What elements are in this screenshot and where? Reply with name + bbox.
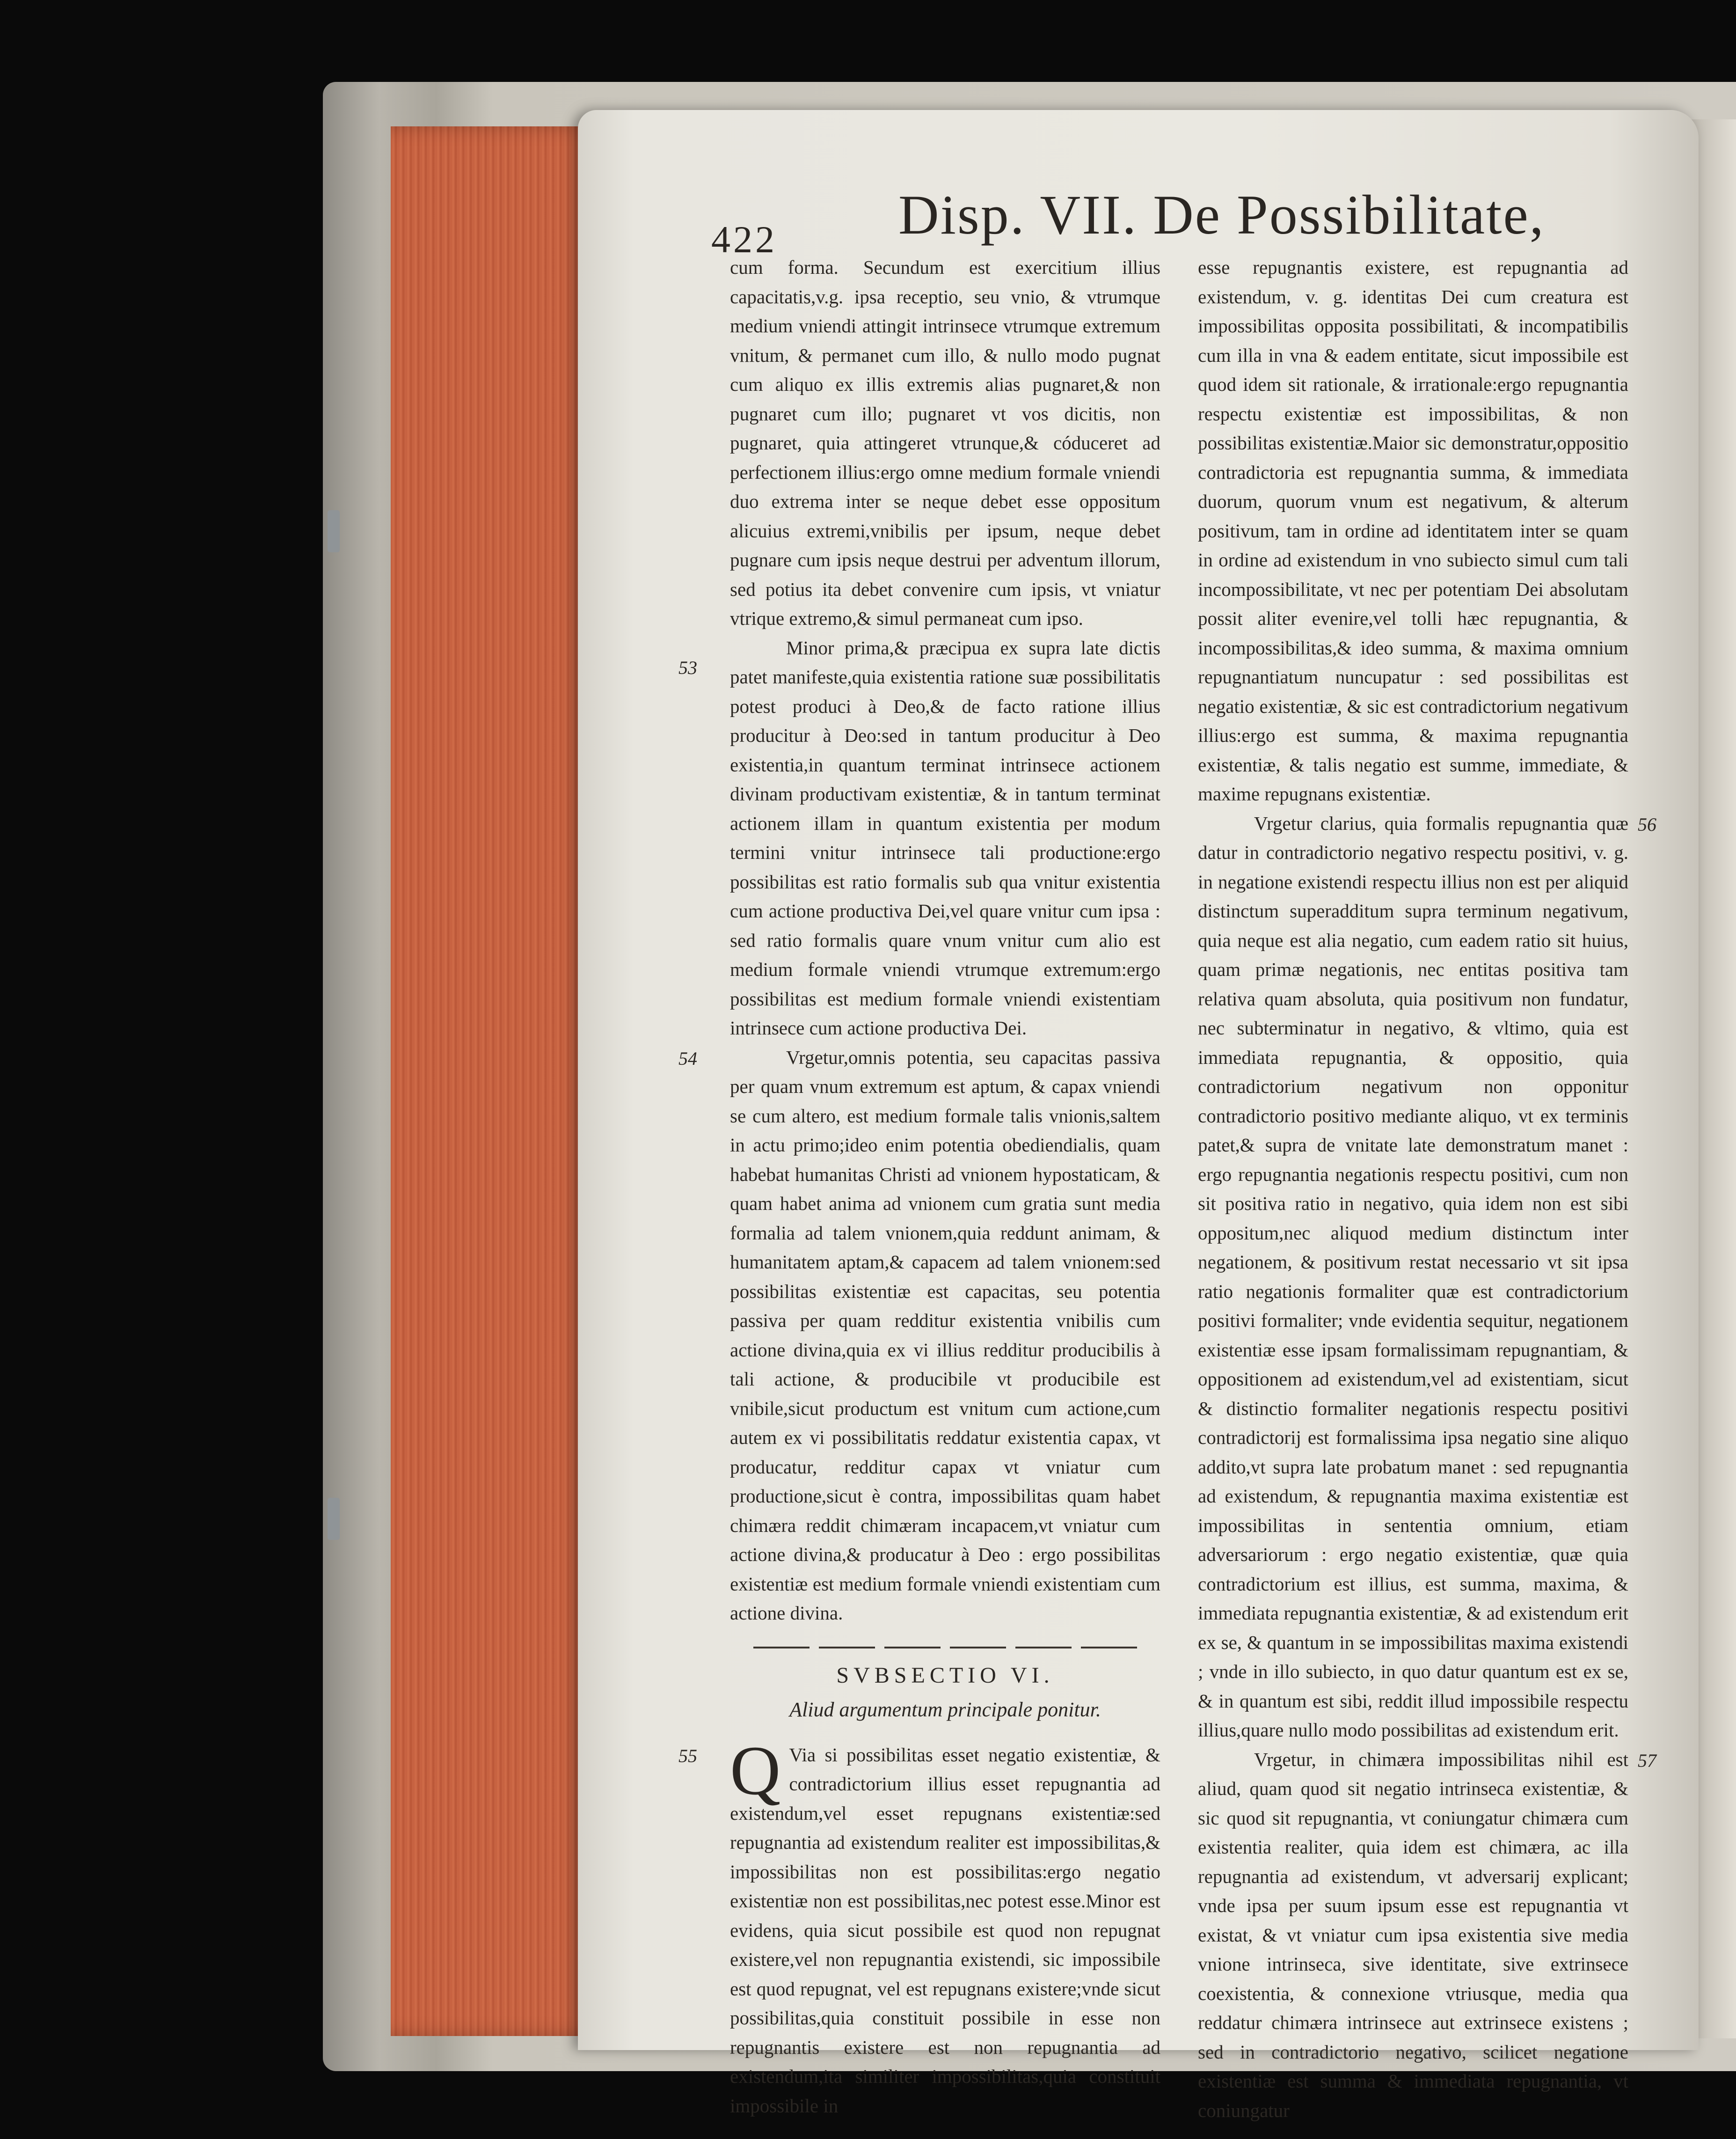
upper-clasp <box>328 510 340 552</box>
paragraph-marker-56: 56 <box>1638 813 1656 835</box>
paragraph-top-right: esse repugnantis existere, est repugnantia ad existendum, v. g. identitas Dei cum creatura est impossibilitas opposita possibilitati, & incompatibilis cum illa in vna & eadem entitate, sicut impossibile est quod idem sit rationale, & irrationale:ergo repugnantia respectu existentiæ est impossibilitas, & non possibilitas existentiæ.Maior sic demonstratur,oppositio contradictoria est repugnantia summa, & immediata duorum, quorum vnum est negativum, & alterum positivum, tam in ordine ad identitatem inter se quam in ordine ad existendum in vno subiecto simul cum tali incompossibilitate, vt nec per potentiam Dei absolutam possit aliter evenire,vel tolli hæc repugnantia, & incompossibilitas,& ideo summa, & maxima omnium repugnantiatum nuncupatur : sed possibilitas est negatio existentiæ, & sic est contradictorium negativum illius:ergo est summa, & maxima repugnantia existentiæ, & talis negatio est summe, immediate, & maxime repugnans existentiæ. <box>1198 256 1628 805</box>
paragraph-53: Minor prima,& præcipua ex supra late dictis patet manifeste,quia existentia ratione suæ possibilitatis potest produci à Deo,& de facto ratione illius producitur à Deo:sed in tantum producitur à Deo existentia,in quantum terminat intrinsece actionem divinam productivam existentiæ, & in tantum terminat actionem illam in quantum existentia per modum termini vnitur intrinsece tali productione:ergo possibilitas est ratio formalis sub qua vnitur existentia cum actione productiva Dei,vel quare vnitur cum ipsa : sed ratio formalis quare vnum vnitur cum alio est medium formale vniendi vtrumque extremum:ergo possibilitas est medium formale vniendi existentiam intrinsece cum actione productiva Dei. <box>730 637 1160 1039</box>
section-56 <box>1198 809 1656 1745</box>
paragraph-marker-55: 55 <box>678 1745 697 1766</box>
right-column <box>1198 253 1656 2125</box>
section-55 <box>678 1731 1160 2121</box>
page-header <box>711 183 1652 261</box>
paragraph-continued: cum forma. Secundum est exercitium illius capacitatis,v.g. ipsa receptio, seu vnio, & vtrumque medium vniendi attingit intrinsece vtrumque extremum vnitum, & permanet cum illo, & nullo modo pugnat cum aliquo ex illis extremis alias pugnaret,& non pugnaret cum illo; pugnaret vt vos dicitis, non pugnaret, quia attingeret vtrunque,& códuceret ad perfectionem illius:ergo omne medium formale vniendi duo extrema inter se neque debet esse oppositum alicuius extremi,vnibilis per ipsum, neque debet pugnare cum ipsis neque destrui per adventum illorum, sed potius ita debet convenire cum ipsis, vt vniatur vtrique extremo,& simul permaneat cum ipso. <box>730 256 1160 629</box>
section-54 <box>678 1043 1160 1628</box>
paragraph-marker-53: 53 <box>678 657 697 678</box>
paragraph-56: Vrgetur clarius, quia formalis repugnantia quæ datur in contradictorio negativo respectu positivi, v. g. in negatione existendi respectu illius non est per aliquid distinctum superadditum supra terminum negativum, quia neque est alia negatio, cum eadem ratio sit huius, quam primæ negationis, nec entitas positiva tam relativa quam absoluta, quia positivum non fundatur, nec subterminatur in negativo, & vltimo, quia est immediata repugnantia, & oppositio, quia contradictorium negativum non opponitur contradictorio positivo mediante aliquo, vt ex terminis patet,& supra de vnitate late demonstratum manet : ergo repugnantia negationis respectu positivi, cum non sit positiva ratio in negativo, quia idem non est sibi oppositum,nec aliquod medium distinctum inter negationem, & positivum restat necessario vt sit ipsa ratio negationis formaliter quæ est contradictorium positivi formaliter; vnde evidentia sequitur, negationem existentiæ esse ipsam formalissimam repugnantiam, & oppositionem ad existendum,vel ad existentiam, sicut & distinctio formaliter negationis respectu positivi contradictorij est formalissima ipsa negatio sine aliquo addito,vt supra late probatum manet : sed repugnantia ad existendum, & repugnantia maxima existentiæ est impossibilitas in sententia omnium, etiam adversariorum : ergo negatio existentiæ, quæ quia contradictorium est illius, est summa, maxima, & immediata repugnantia existentiæ, & ad existendum erit ex se, & quantum in se impossibilitas maxima existendi ; vnde in illo subiecto, in quo datur quantum est ex se, & in quantum est sibi, reddit illud impossibile respectu illius,quare nullo modo possibilitas ad existendum erit. <box>1198 812 1628 1741</box>
section-57 <box>1198 1745 1656 2125</box>
paragraph-marker-54: 54 <box>678 1048 697 1069</box>
subsection-subtitle: Aliud argumentum principale ponitur. <box>789 1698 1101 1721</box>
lower-clasp <box>328 1498 340 1540</box>
subsection-title: SVBSECTIO VI. <box>836 1663 1054 1688</box>
section-53 <box>678 633 1160 1043</box>
left-column <box>678 253 1160 2120</box>
page-text <box>678 183 1656 2121</box>
paragraph-55: Via si possibilitas esset negatio existentiæ, & contradictorium illius esset repugnantia ad existendum,vel esset repugnans existentiæ:sed repugnantia ad existendum realiter est impossibilitas,& impossibilitas non est possibilitas:ergo negatio existentiæ non est possibilitas,nec potest esse.Minor est evidens, quia sicut possibile est quod non repugnat existere,vel non repugnantia existendi, sic impossibile est quod repugnat, vel est repugnans existere;vnde sicut possibilitas,quia constituit possibile in esse non repugnantis existere est non repugnantia ad existendum,ita similiter impossibilitas,quia constituit impossibile in <box>730 1743 1160 2117</box>
drop-capital: Q <box>730 1731 781 1809</box>
page-number: 422 <box>711 218 777 261</box>
paragraph-marker-57: 57 <box>1638 1750 1656 1771</box>
running-title: Disp. VII. De Possibilitate, <box>898 183 1545 246</box>
section-divider <box>753 1647 1137 1648</box>
paragraph-57: Vrgetur, in chimæra impossibilitas nihil est aliud, quam quod sit negatio intrinseca existentiæ, & sic quod sit repugnantia, vt coniungatur chimæra cum existentia realiter, quia idem est chimæra, ac illa repugnantia ad existendum, vt adversarij explicant; vnde ipsa per suum ipsum esse est repugnantia vt existat, & vt vniatur cum ipsa existentia sive media vnione intrinseca, sive identitate, sive extrinsece coexistentia, & connexione vtriusque, media qua reddatur chimæra intrinsece aut extrinsece existens ; sed in contradictorio negativo, scilicet negatione existentiæ est summa & immediata repugnantia, vt coniungatur <box>1198 1748 1628 2121</box>
paragraph-54: Vrgetur,omnis potentia, seu capacitas passiva per quam vnum extremum est aptum, & capax vniendi se cum altero, est medium formale talis vnionis,saltem in actu primo;ideo enim potentia obediendialis, quam habebat humanitas Christi ad vnionem hypostaticam, & quam habet anima ad vnionem cum gratia sunt media formalia ad talem vnionem,quia reddunt animam, & humanitatem aptam,& capacem ad talem vnionem:sed possibilitas existentiæ est capacitas, seu potentia passiva per quam redditur existentia vnibilis cum actione divina,quia ex vi illius redditur producibilis à tali actione, & producibile vt producibile est vnibile,sicut productum est vnitum cum actione,cum autem ex vi possibilitatis reddatur existentia capax, vt producatur, redditur capax vt vniatur cum productione,sicut è contra, impossibilitas quam habet chimæra reddit chimæram incapacem,vt vniatur cum actione divina,& producatur à Deo : ergo possibilitas existentiæ est medium formale vniendi existentiam cum actione divina. <box>730 1046 1160 1624</box>
